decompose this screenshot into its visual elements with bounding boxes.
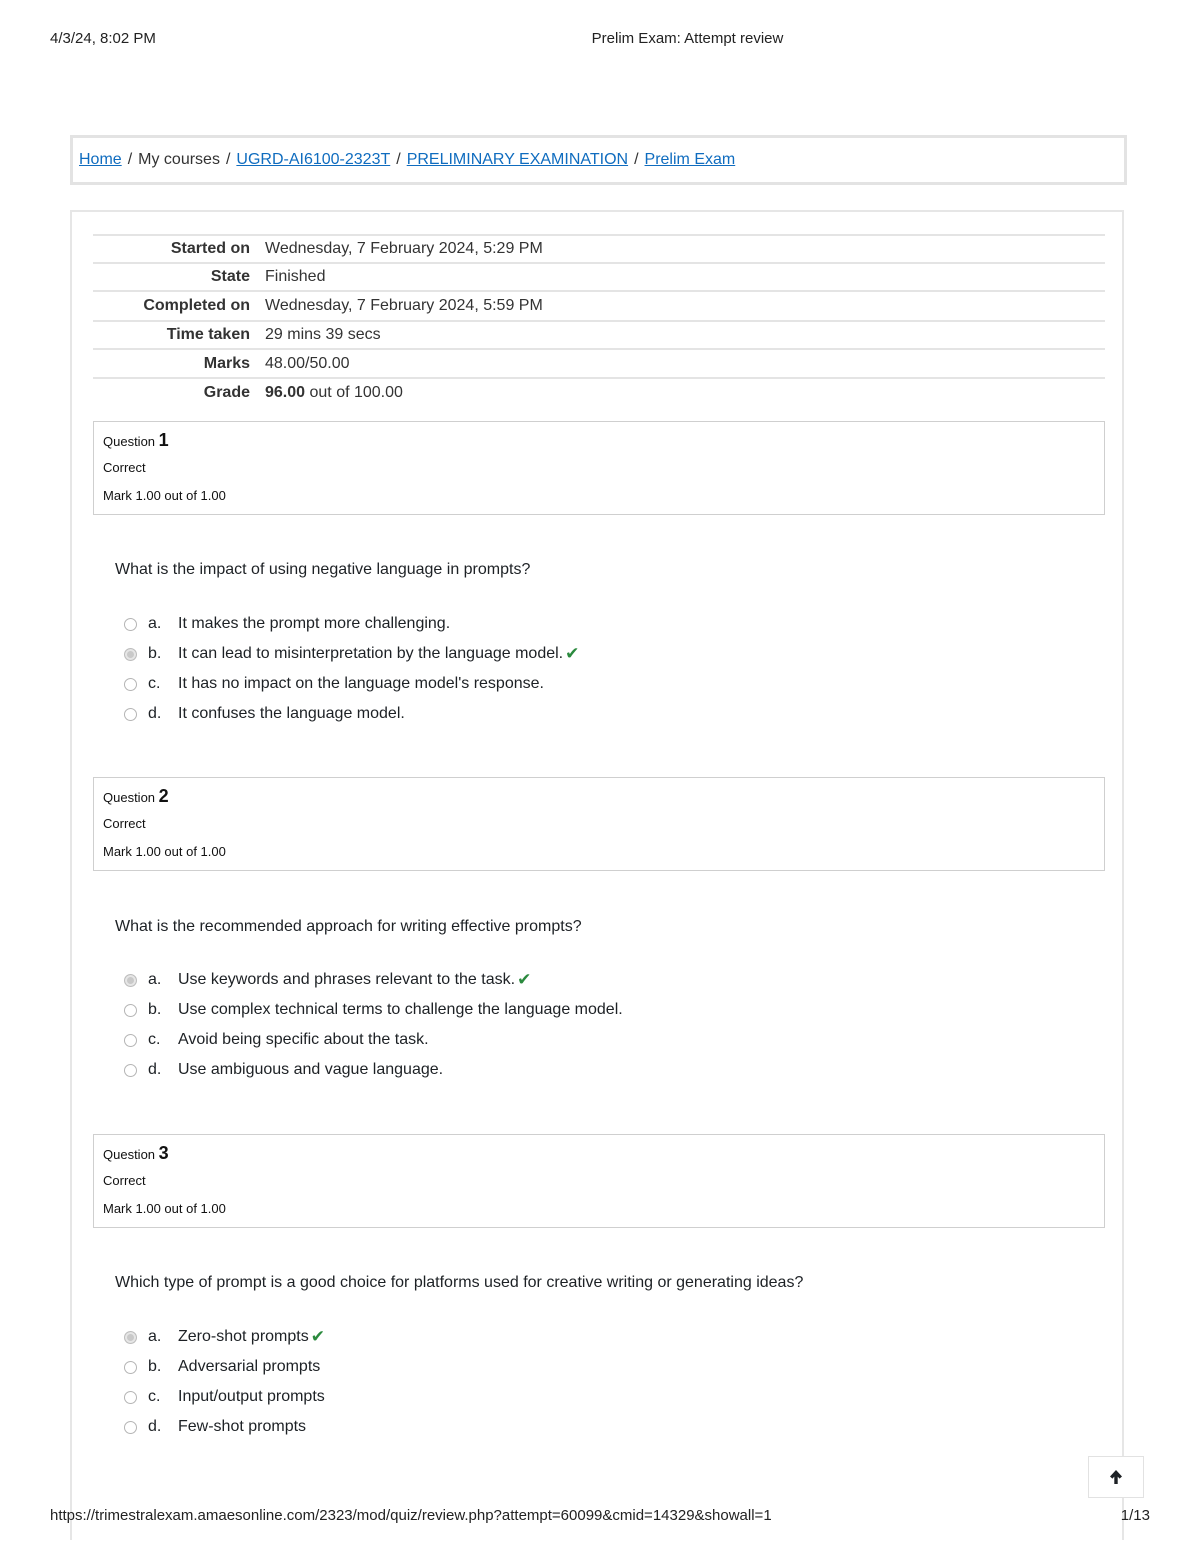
summary-label: State xyxy=(210,268,250,285)
summary-value: 48.00/50.00 xyxy=(265,354,350,372)
answer-letter: b. xyxy=(148,645,162,662)
answer-option[interactable] xyxy=(124,609,579,639)
question-state: Correct xyxy=(103,816,146,831)
check-icon: ✔ xyxy=(310,1327,325,1346)
answer-letter: a. xyxy=(148,1328,162,1345)
answer-text: Few-shot prompts xyxy=(178,1418,307,1435)
summary-row-completed xyxy=(93,290,1105,320)
breadcrumb-home-link[interactable]: Home xyxy=(79,151,122,168)
check-icon: ✔ xyxy=(565,644,580,663)
radio-button[interactable] xyxy=(124,1391,137,1404)
answer-option-selected[interactable] xyxy=(124,965,623,995)
answer-letter: c. xyxy=(148,1388,161,1405)
answer-letter: d. xyxy=(148,1418,162,1435)
summary-label: Time taken xyxy=(166,326,250,343)
question-info-box xyxy=(93,777,1105,871)
answer-text: Adversarial prompts xyxy=(178,1358,321,1375)
answer-option[interactable] xyxy=(124,669,579,699)
answer-letter: d. xyxy=(148,1061,162,1078)
answer-option[interactable] xyxy=(124,1382,325,1412)
breadcrumb-separator: / xyxy=(225,151,231,168)
summary-value: Finished xyxy=(265,268,326,285)
radio-button-checked[interactable] xyxy=(124,1331,137,1344)
breadcrumb-separator: / xyxy=(127,151,133,168)
answer-option[interactable] xyxy=(124,995,623,1025)
answer-list xyxy=(124,1322,325,1442)
question-number-value: 1 xyxy=(158,430,169,450)
answer-text: It makes the prompt more challenging. xyxy=(178,615,451,632)
answer-option[interactable] xyxy=(124,1352,325,1382)
radio-button[interactable] xyxy=(124,708,137,721)
question-grade: Mark 1.00 out of 1.00 xyxy=(103,1201,226,1216)
answer-option[interactable] xyxy=(124,699,579,729)
answer-text: Avoid being specific about the task. xyxy=(178,1031,429,1048)
summary-label: Completed on xyxy=(143,297,250,314)
summary-row-time xyxy=(93,320,1105,348)
question-text: What is the impact of using negative language in prompts? xyxy=(115,561,531,578)
question-label: Question xyxy=(103,434,156,449)
radio-button[interactable] xyxy=(124,618,137,631)
question-label: Question xyxy=(103,790,156,805)
summary-row-state xyxy=(93,262,1105,290)
answer-option[interactable] xyxy=(124,1412,325,1442)
radio-button[interactable] xyxy=(124,1004,137,1017)
answer-text: Input/output prompts xyxy=(178,1388,325,1405)
breadcrumb-my-courses: My courses xyxy=(138,151,220,168)
print-page-number: 1/13 xyxy=(1120,1507,1150,1524)
radio-button[interactable] xyxy=(124,678,137,691)
radio-button[interactable] xyxy=(124,1064,137,1077)
answer-text: Use complex technical terms to challenge the language model. xyxy=(178,1001,623,1018)
summary-value: Wednesday, 7 February 2024, 5:59 PM xyxy=(265,297,543,314)
back-to-top-button[interactable] xyxy=(1088,1456,1144,1498)
check-icon: ✔ xyxy=(517,970,532,989)
answer-text: Zero-shot prompts xyxy=(178,1328,309,1345)
question-info-box xyxy=(93,1134,1105,1228)
answer-option-selected[interactable] xyxy=(124,639,579,669)
attempt-summary-table xyxy=(93,234,1105,406)
answer-list xyxy=(124,609,579,729)
radio-button-checked[interactable] xyxy=(124,974,137,987)
question-state: Correct xyxy=(103,1173,146,1188)
question-state: Correct xyxy=(103,460,146,475)
summary-value xyxy=(265,384,403,402)
summary-row-grade xyxy=(93,377,1105,406)
answer-letter: b. xyxy=(148,1001,162,1018)
question-grade: Mark 1.00 out of 1.00 xyxy=(103,844,226,859)
answer-option[interactable] xyxy=(124,1025,623,1055)
answer-option-selected[interactable] xyxy=(124,1322,325,1352)
summary-value: 29 mins 39 secs xyxy=(265,326,381,343)
question-number xyxy=(103,1143,169,1164)
answer-letter: c. xyxy=(148,1031,161,1048)
answer-text: It confuses the language model. xyxy=(178,705,405,722)
summary-row-marks xyxy=(93,348,1105,377)
breadcrumb xyxy=(79,151,735,169)
answer-letter: a. xyxy=(148,615,162,632)
question-grade: Mark 1.00 out of 1.00 xyxy=(103,488,226,503)
breadcrumb-course-link[interactable]: UGRD-AI6100-2323T xyxy=(236,151,391,168)
answer-letter: d. xyxy=(148,705,162,722)
radio-button[interactable] xyxy=(124,1361,137,1374)
breadcrumb-quiz-link[interactable]: Prelim Exam xyxy=(644,151,736,168)
breadcrumb-separator: / xyxy=(634,151,639,168)
summary-label: Started on xyxy=(170,240,250,257)
radio-button-checked[interactable] xyxy=(124,648,137,661)
summary-label: Grade xyxy=(203,383,250,401)
print-title: Prelim Exam: Attempt review xyxy=(591,30,784,47)
radio-button[interactable] xyxy=(124,1421,137,1434)
arrow-up-icon xyxy=(1109,1469,1123,1485)
question-number-value: 3 xyxy=(158,1143,169,1163)
answer-text: Use keywords and phrases relevant to the task. xyxy=(178,971,516,988)
question-number-value: 2 xyxy=(158,786,169,806)
summary-label: Marks xyxy=(203,354,250,372)
summary-value: Wednesday, 7 February 2024, 5:29 PM xyxy=(265,240,543,257)
radio-button[interactable] xyxy=(124,1034,137,1047)
answer-text: It has no impact on the language model's response. xyxy=(178,675,544,692)
grade-suffix: out of 100.00 xyxy=(309,383,403,401)
breadcrumb-section-link[interactable]: PRELIMINARY EXAMINATION xyxy=(406,151,629,168)
question-number xyxy=(103,786,169,807)
print-url: https://trimestralexam.amaesonline.com/2323/mod/quiz/review.php?attempt=60099&cmid=14329&showall=1 xyxy=(50,1507,772,1524)
grade-value: 96.00 xyxy=(265,383,306,401)
question-info-box xyxy=(93,421,1105,515)
question-text: Which type of prompt is a good choice for platforms used for creative writing or generating ideas? xyxy=(115,1274,804,1291)
answer-text: Use ambiguous and vague language. xyxy=(178,1061,444,1078)
answer-letter: b. xyxy=(148,1358,162,1375)
breadcrumb-separator: / xyxy=(396,151,401,168)
answer-letter: c. xyxy=(148,675,161,692)
print-date: 4/3/24, 8:02 PM xyxy=(50,30,156,47)
summary-row-started xyxy=(93,234,1105,262)
question-text: What is the recommended approach for writing effective prompts? xyxy=(115,918,582,935)
breadcrumb-container xyxy=(70,135,1127,185)
question-number xyxy=(103,430,169,451)
answer-text: It can lead to misinterpretation by the language model. xyxy=(178,645,564,662)
answer-option[interactable] xyxy=(124,1055,623,1085)
answer-letter: a. xyxy=(148,971,162,988)
answer-list xyxy=(124,965,623,1085)
question-label: Question xyxy=(103,1147,156,1162)
